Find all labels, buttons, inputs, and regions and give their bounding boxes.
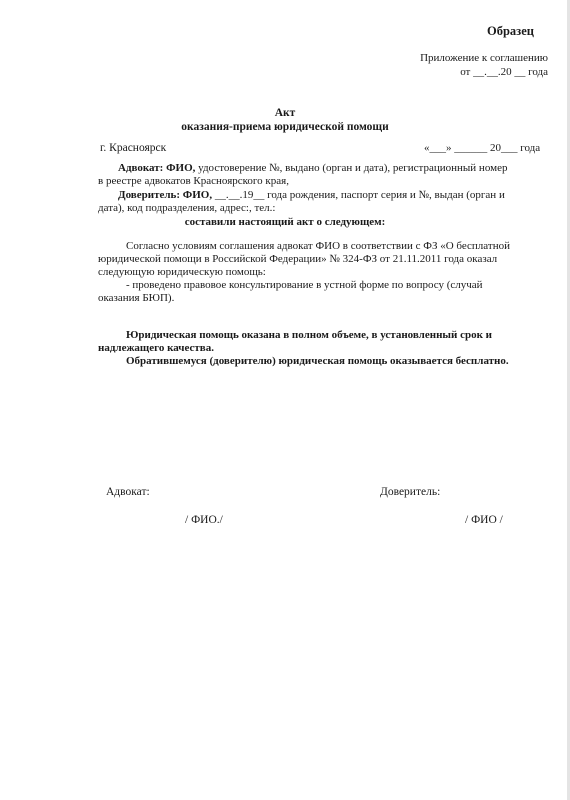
conclusion-line-3: Обратившемуся (доверителю) юридическая помощь оказывается бесплатно.: [126, 355, 509, 367]
principal-line-1: [118, 189, 505, 202]
conclusion-line-2: надлежащего качества.: [98, 342, 214, 354]
para2-line-1: - проведено правовое консультирование в устной форме по вопросу (случай: [126, 279, 483, 291]
lawyer-line-2: в реестре адвокатов Красноярского края,: [98, 175, 289, 187]
act-title: Акт: [274, 107, 296, 119]
signature-principal-label: Доверитель:: [380, 486, 441, 498]
principal-details: __.__.19__ года рождения, паспорт серия и №, выдан (орган и: [212, 189, 505, 201]
conclusion-line-1: Юридическая помощь оказана в полном объеме, в установленный срок и: [126, 329, 493, 341]
principal-line-2: дата), код подразделения, адрес:, тел.:: [98, 202, 276, 214]
para1-line-1: Согласно условиям соглашения адвокат ФИО в соответствии с ФЗ «О бесплатной: [126, 240, 510, 252]
act-subtitle: оказания-приема юридической помощи: [181, 121, 389, 133]
para1-line-2: юридической помощи в Российской Федерации» № 324-ФЗ от 21.11.2011 года оказал: [98, 253, 498, 265]
para2-line-2: оказания БЮП).: [98, 292, 175, 304]
principal-label: Доверитель: ФИО,: [118, 189, 213, 201]
composed-statement: составили настоящий акт о следующем:: [184, 216, 386, 228]
appendix-line-1: Приложение к соглашению: [420, 52, 548, 64]
document-date: «___» ______ 20___ года: [424, 142, 541, 154]
sample-label: Образец: [487, 24, 534, 38]
signature-principal-name: / ФИО /: [465, 514, 503, 526]
signature-lawyer-label: Адвокат:: [106, 486, 150, 498]
appendix-line-2: от __.__.20 __ года: [460, 66, 548, 78]
signature-lawyer-name: / ФИО./: [185, 514, 223, 526]
para1-line-3: следующую юридическую помощь:: [98, 266, 266, 278]
lawyer-details: удостоверение №, выдано (орган и дата), регистрационный номер: [195, 162, 508, 174]
lawyer-line-1: [118, 162, 507, 175]
lawyer-label: Адвокат: ФИО,: [118, 162, 196, 174]
city: г. Красноярск: [100, 142, 167, 154]
